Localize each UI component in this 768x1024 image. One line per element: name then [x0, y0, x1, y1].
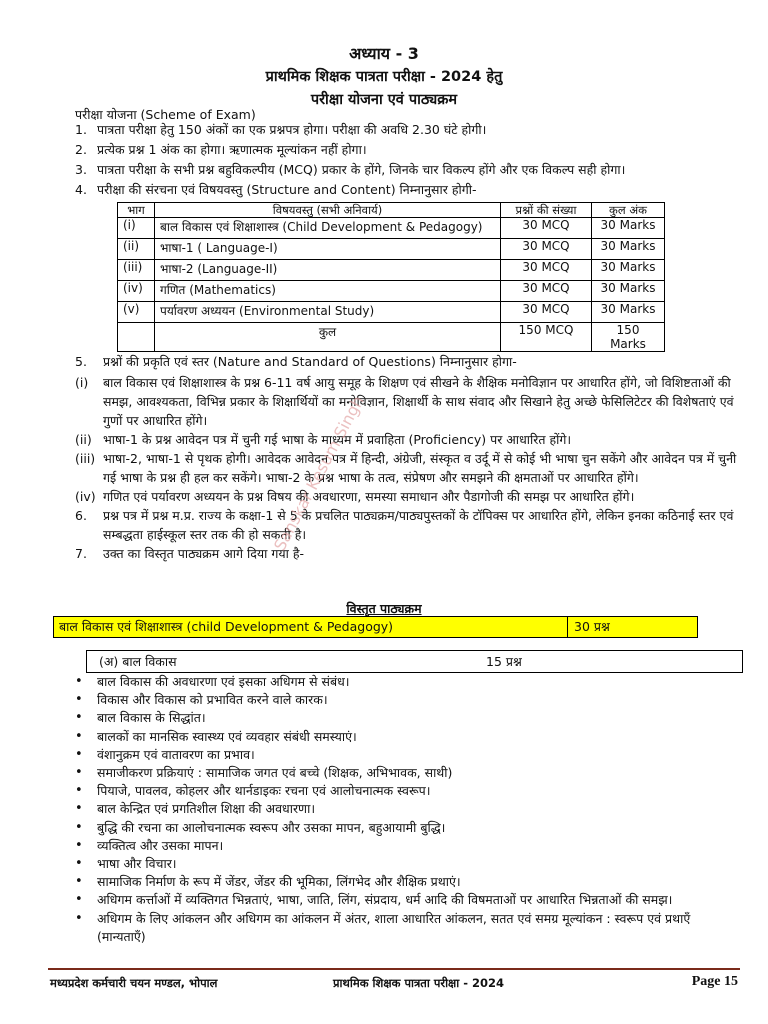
table-row	[118, 302, 665, 323]
table-cell: (ii)	[118, 239, 155, 260]
list-item: • भाषा और विचार।	[75, 855, 741, 873]
list-item: • बाल विकास की अवधारणा एवं इसका अधिगम से संबंध।	[75, 673, 741, 691]
table-cell: (i)	[118, 218, 155, 239]
table-header: विषयवस्तु (सभी अनिवार्य)	[155, 203, 501, 218]
scheme-point: 2. प्रत्येक प्रश्न 1 अंक का होगा। ऋणात्मक मूल्यांकन नहीं होगा।	[75, 142, 367, 157]
bullet-icon: •	[75, 783, 83, 799]
table-cell: 30 Marks	[592, 260, 665, 281]
nature-point: (iv) गणित एवं पर्यावरण अध्ययन के प्रश्न विषय की अवधारणा, समस्या समाधान और पैडागोजी की समझ पर आधारित होंगे।	[75, 489, 635, 504]
bullet-icon: •	[75, 692, 83, 708]
bullet-icon: •	[75, 819, 83, 835]
chapter-heading: अध्याय - 3	[349, 44, 419, 63]
bullet-icon: •	[75, 765, 83, 781]
bar-divider	[567, 617, 568, 637]
list-item: • बालकों का मानसिक स्वास्थ्य एवं व्यवहार संबंधी समस्याएं।	[75, 728, 741, 746]
table-cell: (iv)	[118, 281, 155, 302]
bullet-icon: •	[75, 746, 83, 762]
exam-structure-table	[117, 202, 665, 352]
table-row	[118, 260, 665, 281]
page-subtitle: परीक्षा योजना एवं पाठ्यक्रम	[310, 92, 458, 108]
list-item: • अधिगम के लिए आंकलन और अधिगम का आंकलन में अंतर, शाला आधारित आंकलन, सतत एवं समग्र मूल्यांकन : स्वरूप एवं प्रथाएँ (मान्यताएँ)	[75, 910, 741, 946]
list-item: • अधिगम कर्त्ताओं में व्यक्तिगत भिन्नताएं, भाषा, जाति, लिंग, संप्रदाय, धर्म आदि की विषमताओं पर आधारित भिन्नताओं की समझ।	[75, 891, 741, 909]
point-6: 6. प्रश्न पत्र में प्रश्न म.प्र. राज्य के कक्षा-1 से 5 के प्रचलित पाठ्यक्रम/पाठ्यपुस्तकों के टॉपिक्स पर आधारित होंगे, लेकिन इनका कठिनाई स्तर एवं सम्बद्धता हाईस्कूल स्तर तक की हो सकती है।	[75, 508, 734, 542]
page-number: Page 15	[691, 974, 738, 989]
scheme-point: 1. पात्रता परीक्षा हेतु 150 अंकों का एक प्रश्नपत्र होगा। परीक्षा की अवधि 2.30 घंटे होगी।	[75, 122, 487, 137]
point-5: 5. प्रश्नों की प्रकृति एवं स्तर (Nature and Standard of Questions) निम्नानुसार होगा-	[75, 354, 517, 369]
watermark-text: Sanskar Kesum Singh	[270, 392, 368, 554]
nature-point: (ii) भाषा-1 के प्रश्न आवेदन पत्र में चुनी गई भाषा के माध्यम में प्रवाहिता (Proficiency) पर आधारित होंगे।	[75, 432, 572, 447]
footer-organization: मध्यप्रदेश कर्मचारी चयन मण्डल, भोपाल	[50, 976, 218, 990]
point-7: 7. उक्त का विस्तृत पाठ्यक्रम आगे दिया गया है-	[75, 546, 304, 561]
table-cell: (v)	[118, 302, 155, 323]
table-row	[118, 218, 665, 239]
table-header-row	[118, 203, 665, 218]
footer-exam-name: प्राथमिक शिक्षक पात्रता परीक्षा - 2024	[333, 976, 505, 990]
scheme-point: 4. परीक्षा की संरचना एवं विषयवस्तु (Structure and Content) निम्नानुसार होगी-	[75, 182, 477, 197]
list-item: • बुद्धि की रचना का आलोचनात्मक स्वरूप और उसका मापन, बहुआयामी बुद्धि।	[75, 819, 741, 837]
page-footer	[48, 968, 740, 990]
bullet-icon: •	[75, 910, 83, 926]
table-cell	[118, 323, 155, 352]
scheme-heading: परीक्षा योजना (Scheme of Exam)	[75, 107, 256, 122]
table-cell: 30 MCQ	[501, 302, 592, 323]
bullet-icon: •	[75, 837, 83, 853]
list-item: • बाल केन्द्रित एवं प्रगतिशील शिक्षा की अवधारणा।	[75, 800, 741, 818]
table-cell: पर्यावरण अध्ययन (Environmental Study)	[155, 302, 501, 323]
table-cell: बाल विकास एवं शिक्षाशास्त्र (Child Development & Pedagogy)	[155, 218, 501, 239]
list-item: • बाल विकास के सिद्धांत।	[75, 709, 741, 727]
subject-bar	[53, 616, 698, 638]
list-item: • विकास और विकास को प्रभावित करने वाले कारक।	[75, 691, 741, 709]
table-cell: गणित (Mathematics)	[155, 281, 501, 302]
syllabus-heading: विस्तृत पाठ्यक्रम	[346, 601, 422, 616]
list-item: • वंशानुक्रम एवं वातावरण का प्रभाव।	[75, 746, 741, 764]
topic-list	[75, 673, 741, 946]
section-a-box	[86, 650, 743, 673]
exam-title: प्राथमिक शिक्षक पात्रता परीक्षा - 2024 हेतु	[265, 69, 503, 85]
nature-point: (i) बाल विकास एवं शिक्षाशास्त्र के प्रश्न 6-11 वर्ष आयु समूह के शिक्षण एवं सीखने के शैक्षिक मनोविज्ञान पर आधारित होंगे, जो विशिष्टताओं की समझ, आवश्यकता, विभिन्न प्रकार के शिक्षार्थियों का मनोविज्ञान, शिक्षार्थी के साथ संवाद और सिखाने हेतु अच्छे फेसिलिटेटर की विशेषताएं एवं गुणों पर आधारित होंगे।	[75, 375, 734, 428]
table-header: कुल अंक	[592, 203, 665, 218]
bullet-icon: •	[75, 801, 83, 817]
table-cell: 30 MCQ	[501, 281, 592, 302]
table-cell: 30 MCQ	[501, 218, 592, 239]
bullet-icon: •	[75, 710, 83, 726]
table-header: भाग	[118, 203, 155, 218]
bullet-icon: •	[75, 892, 83, 908]
bullet-icon: •	[75, 874, 83, 890]
table-cell: 30 Marks	[592, 239, 665, 260]
nature-list	[75, 373, 741, 563]
bullet-icon: •	[75, 856, 83, 872]
section-a-title: (अ) बाल विकास	[99, 654, 177, 669]
scheme-list	[75, 120, 735, 200]
subject-question-count: 30 प्रश्न	[574, 619, 610, 634]
table-cell: भाषा-2 (Language-II)	[155, 260, 501, 281]
section-a-count: 15 प्रश्न	[486, 654, 522, 669]
list-item: • पियाजे, पावलव, कोहलर और थार्नडाइकः रचना एवं आलोचनात्मक स्वरूप।	[75, 782, 741, 800]
table-cell: भाषा-1 ( Language-I)	[155, 239, 501, 260]
table-cell: 30 Marks	[592, 281, 665, 302]
table-header: प्रश्नों की संख्या	[501, 203, 592, 218]
table-cell: (iii)	[118, 260, 155, 281]
nature-point: (iii) भाषा-2, भाषा-1 से पृथक होगी। आवेदक आवेदन पत्र में हिन्दी, अंग्रेजी, संस्कृत व उर्दू में से कोई भी भाषा चुन सकेंगे और आवेदन पत्र में चुनी गई भाषा के प्रश्न ही हल कर सकेंगे। भाषा-2 के प्रश्न भाषा के तत्व, संप्रेषण और समझने की क्षमताओं पर आधारित होंगे।	[75, 451, 737, 485]
bullet-icon: •	[75, 728, 83, 744]
list-item: • व्यक्तित्व और उसका मापन।	[75, 837, 741, 855]
nature-section	[75, 352, 741, 371]
table-total-marks: 150 Marks	[592, 323, 665, 352]
table-cell: 30 MCQ	[501, 239, 592, 260]
table-row	[118, 281, 665, 302]
table-row	[118, 239, 665, 260]
scheme-point: 3. पात्रता परीक्षा के सभी प्रश्न बहुविकल्पीय (MCQ) प्रकार के होंगे, जिनके चार विकल्प होंगे और एक विकल्प सही होगा।	[75, 162, 626, 177]
list-item: • सामाजिक निर्माण के रूप में जेंडर, जेंडर की भूमिका, लिंगभेद और शैक्षिक प्रथाएं।	[75, 873, 741, 891]
table-total-questions: 150 MCQ	[501, 323, 592, 352]
table-cell: 30 MCQ	[501, 260, 592, 281]
list-item: • समाजीकरण प्रक्रियाएं : सामाजिक जगत एवं बच्चे (शिक्षक, अभिभावक, साथी)	[75, 764, 741, 782]
table-cell: 30 Marks	[592, 302, 665, 323]
table-total-label: कुल	[155, 323, 501, 352]
bullet-icon: •	[75, 674, 83, 689]
subject-name: बाल विकास एवं शिक्षाशास्त्र (child Development & Pedagogy)	[59, 619, 394, 634]
table-total-row	[118, 323, 665, 352]
table-cell: 30 Marks	[592, 218, 665, 239]
